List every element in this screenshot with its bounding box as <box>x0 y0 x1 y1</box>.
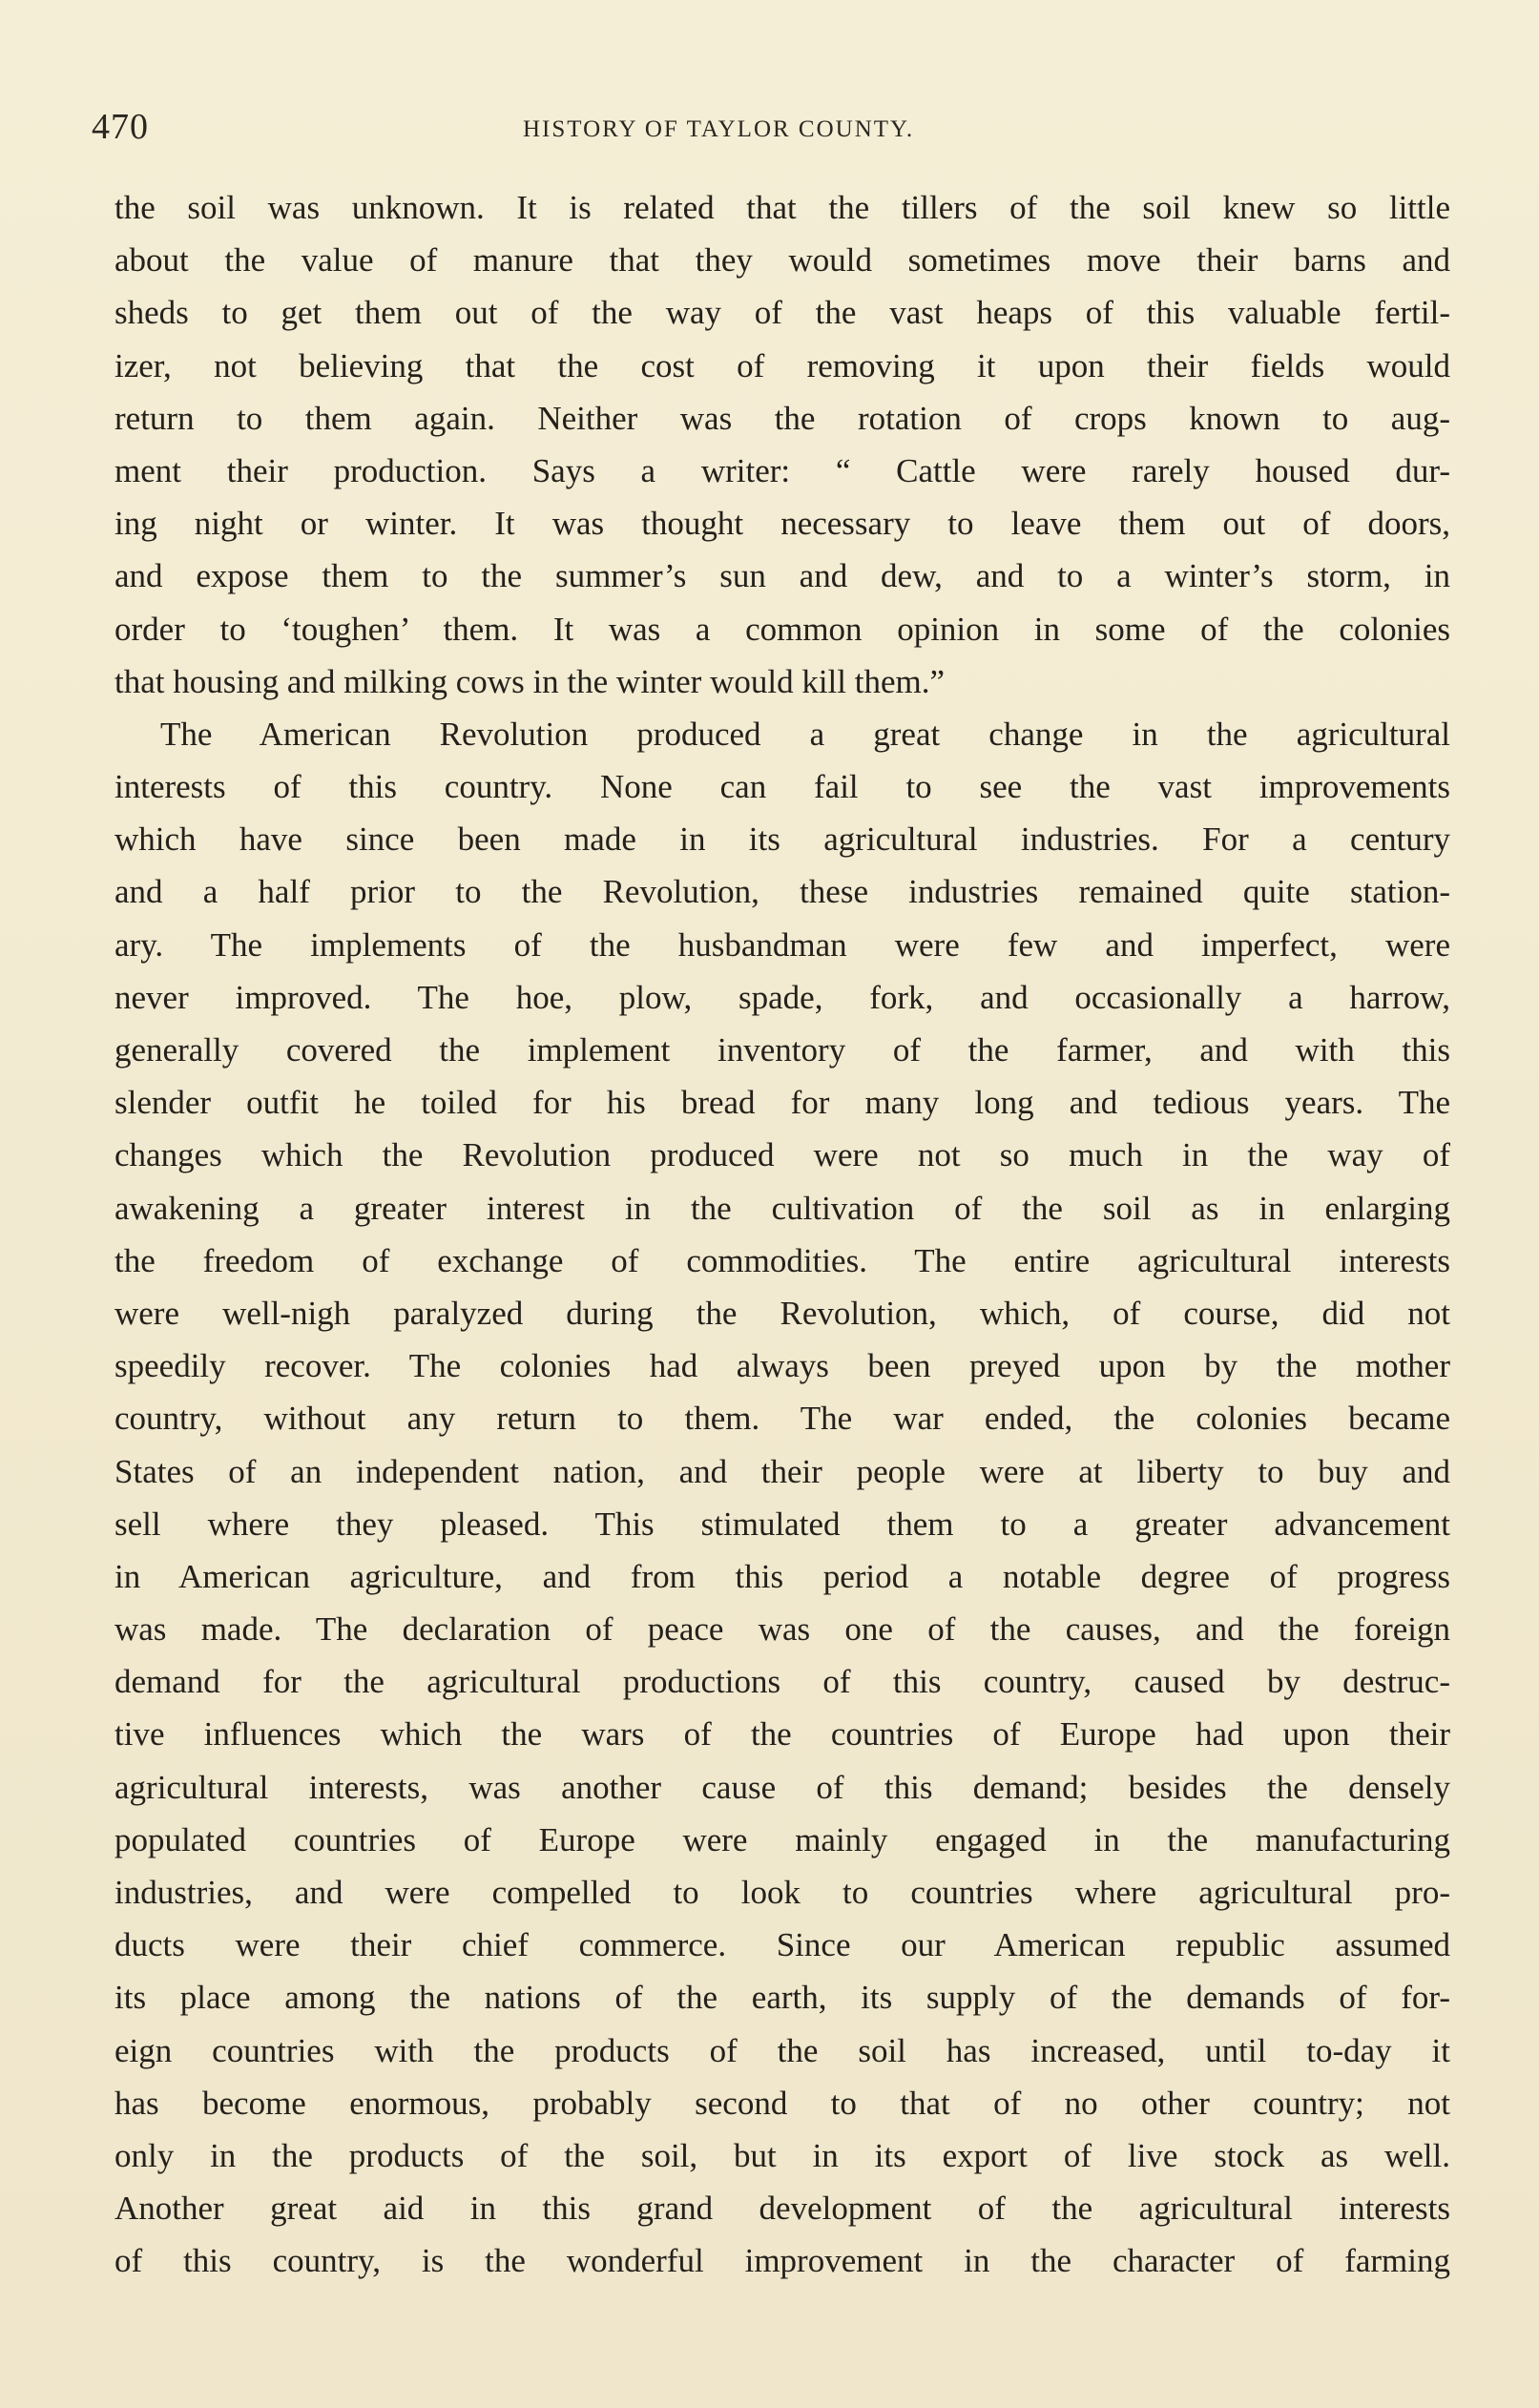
text-line: the soil was unknown. It is related that the tillers of the soil knew so little <box>114 189 1450 226</box>
text-line: izer, not believing that the cost of removing it upon their fields would <box>114 346 1450 384</box>
paragraph <box>114 181 1450 708</box>
text-line: awakening a greater interest in the cultivation of the soil as in enlarging <box>114 1189 1450 1227</box>
text-line: of this country, is the wonderful improvement in the character of farming <box>114 2242 1450 2280</box>
text-line: eign countries with the products of the soil has increased, until to-day it <box>114 2031 1450 2069</box>
text-line: ment their production. Says a writer: “ Cattle were rarely housed dur- <box>114 451 1450 489</box>
text-line: was made. The declaration of peace was one of the causes, and the foreign <box>114 1610 1450 1649</box>
text-line: and a half prior to the Revolution, these industries remained quite station- <box>114 873 1450 911</box>
text-line: that housing and milking cows in the winter would kill them.” <box>114 662 946 700</box>
text-line: ary. The implements of the husbandman were few and imperfect, were <box>114 925 1450 964</box>
text-line: sheds to get them out of the way of the vast heaps of this valuable fertil- <box>114 294 1450 332</box>
text-line: its place among the nations of the earth, its supply of the demands of for- <box>114 1979 1450 2017</box>
text-line: which have since been made in its agricultural industries. For a century <box>114 820 1450 859</box>
text-line: in American agriculture, and from this period a notable degree of progress <box>114 1557 1450 1595</box>
text-line: only in the products of the soil, but in its export of live stock as well. <box>114 2136 1450 2174</box>
text-line: industries, and were compelled to look to countries where agricultural pro- <box>114 1874 1450 1911</box>
page-number: 470 <box>92 107 149 147</box>
text-line: The American Revolution produced a great change in the agricultural <box>160 715 1450 753</box>
text-line: and expose them to the summer’s sun and dew, and to a winter’s storm, in <box>114 557 1450 595</box>
text-line: return to them again. Neither was the rotation of crops known to aug- <box>114 399 1450 437</box>
text-line: States of an independent nation, and their people were at liberty to buy and <box>114 1452 1450 1490</box>
text-line: has become enormous, probably second to that of no other country; not <box>114 2084 1450 2122</box>
text-line: ducts were their chief commerce. Since our American republic assumed <box>114 1926 1450 1964</box>
text-line: tive influences which the wars of the countries of Europe had upon their <box>114 1715 1450 1754</box>
text-line: never improved. The hoe, plow, spade, fork, and occasionally a harrow, <box>114 978 1450 1016</box>
text-line: about the value of manure that they would sometimes move their barns and <box>114 241 1450 280</box>
text-line: interests of this country. None can fail to see the vast improvements <box>114 768 1450 806</box>
text-line: country, without any return to them. The war ended, the colonies became <box>114 1400 1450 1438</box>
running-title: HISTORY OF TAYLOR COUNTY. <box>523 116 915 142</box>
text-line: ing night or winter. It was thought necessary to leave them out of doors, <box>114 505 1450 543</box>
text-line: populated countries of Europe were mainly engaged in the manufacturing <box>114 1820 1450 1858</box>
text-line: Another great aid in this grand development of the agricultural interests <box>114 2190 1450 2228</box>
text-line: generally covered the implement inventory of the farmer, and with this <box>114 1031 1450 1069</box>
paragraph <box>114 708 1450 2288</box>
text-line: speedily recover. The colonies had always been preyed upon by the mother <box>114 1347 1450 1385</box>
text-line: the freedom of exchange of commodities. The entire agricultural interests <box>114 1241 1450 1279</box>
text-line: sell where they pleased. This stimulated them to a greater advancement <box>114 1505 1450 1543</box>
text-line: were well-nigh paralyzed during the Revolution, which, of course, did not <box>114 1294 1450 1332</box>
text-line: order to ‘toughen’ them. It was a common opinion in some of the colonies <box>114 610 1450 648</box>
running-head <box>92 103 1446 160</box>
text-line: agricultural interests, was another cause of this demand; besides the densely <box>114 1768 1450 1806</box>
text-line: demand for the agricultural productions of this country, caused by destruc- <box>114 1663 1450 1701</box>
text-line: slender outfit he toiled for his bread for many long and tedious years. The <box>114 1084 1450 1122</box>
body-text <box>114 181 1450 2288</box>
text-line: changes which the Revolution produced were not so much in the way of <box>114 1136 1450 1174</box>
